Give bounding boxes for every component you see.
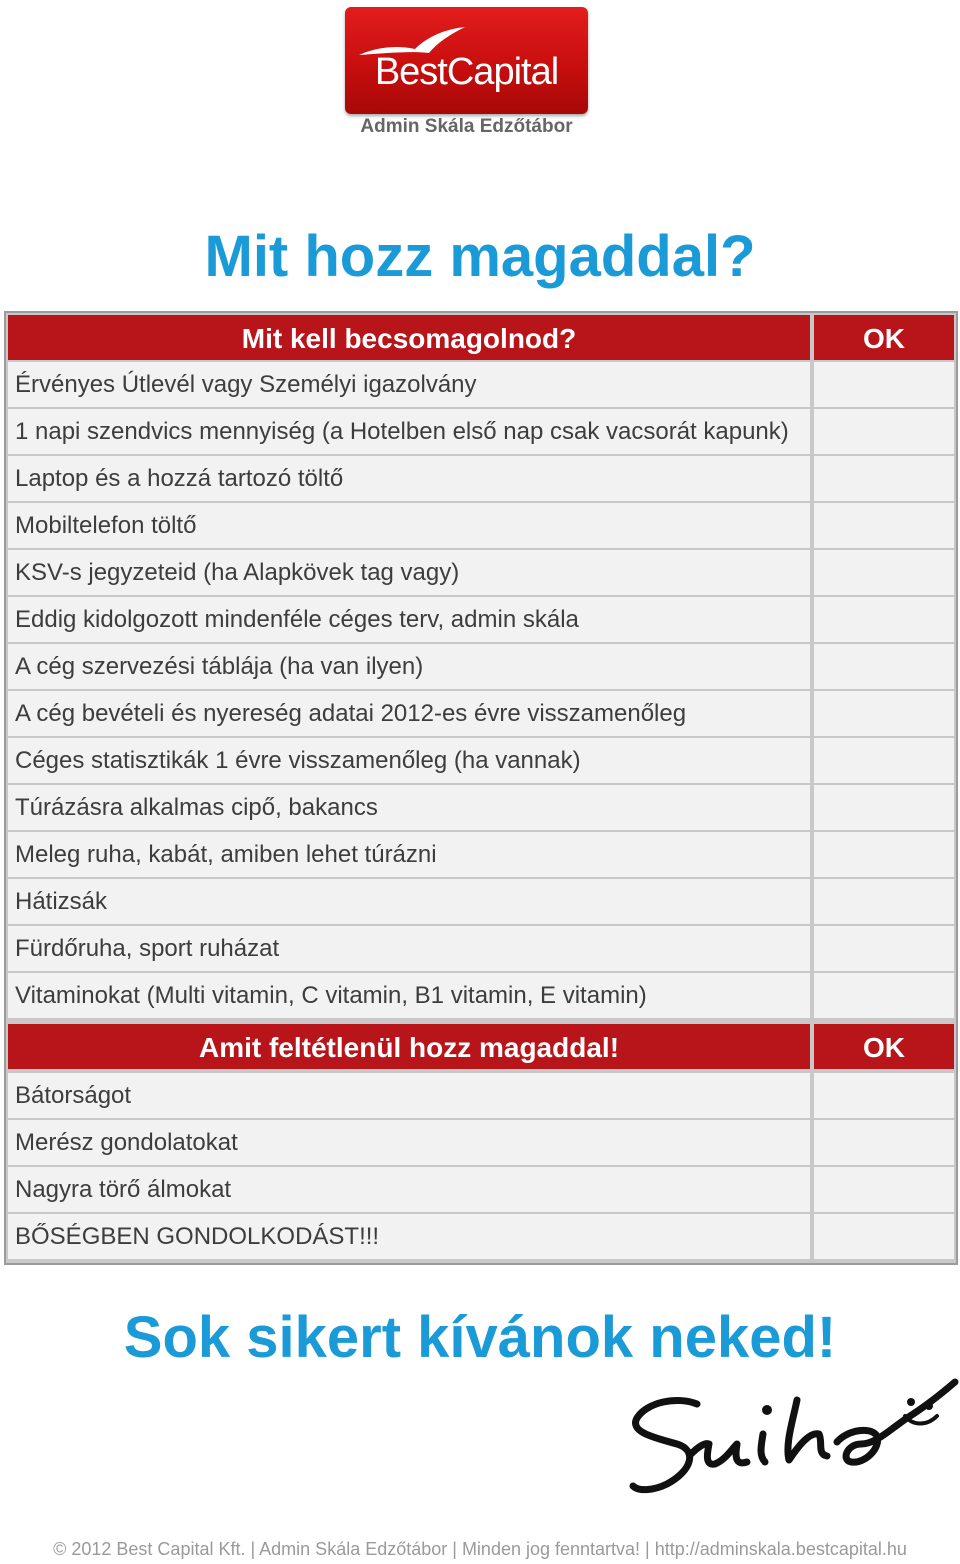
checklist-row	[8, 409, 954, 454]
bestcapital-logo	[345, 7, 588, 114]
checklist-item: Mobiltelefon töltő	[8, 503, 810, 548]
closing-message: Sok sikert kívánok neked!	[123, 1305, 837, 1370]
handwritten-signature	[625, 1372, 960, 1507]
checklist-row	[8, 785, 954, 830]
ok-checkbox[interactable]	[814, 1120, 954, 1165]
section-header	[8, 315, 954, 360]
checklist-item: A cég bevételi és nyereség adatai 2012-es évre visszamenőleg	[8, 691, 810, 736]
section-title: Mit kell becsomagolnod?	[8, 315, 810, 360]
ok-checkbox[interactable]	[814, 879, 954, 924]
ok-checkbox[interactable]	[814, 738, 954, 783]
checklist-item: Laptop és a hozzá tartozó töltő	[8, 456, 810, 501]
checklist-row	[8, 644, 954, 689]
checklist-row	[8, 879, 954, 924]
ok-checkbox[interactable]	[814, 1073, 954, 1118]
ok-checkbox[interactable]	[814, 785, 954, 830]
checklist-item: Fürdőruha, sport ruházat	[8, 926, 810, 971]
checklist-row	[8, 550, 954, 595]
ok-checkbox[interactable]	[814, 926, 954, 971]
checklist-item: Érvényes Útlevél vagy Személyi igazolvány	[8, 362, 810, 407]
checklist-row	[8, 362, 954, 407]
ok-checkbox[interactable]	[814, 409, 954, 454]
checklist-item: Túrázásra alkalmas cipő, bakancs	[8, 785, 810, 830]
checklist-row	[8, 597, 954, 642]
ok-checkbox[interactable]	[814, 832, 954, 877]
ok-column-header: OK	[814, 1024, 954, 1069]
checklist-item: Meleg ruha, kabát, amiben lehet túrázni	[8, 832, 810, 877]
ok-checkbox[interactable]	[814, 1214, 954, 1259]
checklist-item: Vitaminokat (Multi vitamin, C vitamin, B1 vitamin, E vitamin)	[8, 973, 810, 1018]
section-header	[8, 1024, 954, 1069]
checklist-row	[8, 1167, 954, 1212]
page-title: Mit hozz magaddal?	[204, 224, 756, 289]
checklist-item: KSV-s jegyzeteid (ha Alapkövek tag vagy)	[8, 550, 810, 595]
ok-checkbox[interactable]	[814, 691, 954, 736]
ok-checkbox[interactable]	[814, 1167, 954, 1212]
checklist-row	[8, 738, 954, 783]
checklist-item: Eddig kidolgozott mindenféle céges terv, admin skála	[8, 597, 810, 642]
ok-checkbox[interactable]	[814, 362, 954, 407]
checklist-row	[8, 1073, 954, 1118]
ok-checkbox[interactable]	[814, 597, 954, 642]
section-title: Amit feltétlenül hozz magaddal!	[8, 1024, 810, 1069]
ok-checkbox[interactable]	[814, 456, 954, 501]
logo-subtitle: Admin Skála Edzőtábor	[360, 116, 573, 137]
checklist-row	[8, 832, 954, 877]
checklist-item: Céges statisztikák 1 évre visszamenőleg (ha vannak)	[8, 738, 810, 783]
checklist-item: Nagyra törő álmokat	[8, 1167, 810, 1212]
checklist-item: Bátorságot	[8, 1073, 810, 1118]
checklist-item: BŐSÉGBEN GONDOLKODÁST!!!	[8, 1214, 810, 1259]
packing-checklist	[4, 311, 958, 1265]
ok-checkbox[interactable]	[814, 644, 954, 689]
checklist-row	[8, 503, 954, 548]
checklist-row	[8, 926, 954, 971]
ok-checkbox[interactable]	[814, 973, 954, 1018]
footer-copyright: © 2012 Best Capital Kft. | Admin Skála Edzőtábor | Minden jog fenntartva! | http://adminskala.bestcapital.hu	[53, 1539, 907, 1559]
checklist-item: 1 napi szendvics mennyiség (a Hotelben első nap csak vacsorát kapunk)	[8, 409, 810, 454]
checklist-row	[8, 691, 954, 736]
checklist-row	[8, 1214, 954, 1259]
checklist-row	[8, 973, 954, 1018]
ok-checkbox[interactable]	[814, 503, 954, 548]
ok-checkbox[interactable]	[814, 550, 954, 595]
ok-column-header: OK	[814, 315, 954, 360]
checklist-item: Hátizsák	[8, 879, 810, 924]
checklist-item: Merész gondolatokat	[8, 1120, 810, 1165]
checklist-row	[8, 1120, 954, 1165]
checklist-item: A cég szervezési táblája (ha van ilyen)	[8, 644, 810, 689]
checklist-row	[8, 456, 954, 501]
logo-brand: BestCapital	[374, 51, 559, 93]
